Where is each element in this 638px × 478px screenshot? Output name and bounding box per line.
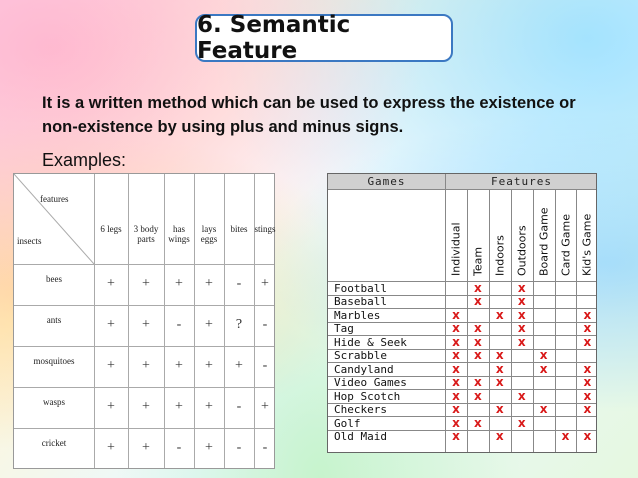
feature-mark: x: [517, 415, 526, 430]
feature-sign: +: [175, 358, 183, 373]
game-label: Scrabble: [334, 349, 387, 362]
feature-column-header: [533, 190, 555, 280]
feature-sign: -: [262, 317, 268, 332]
feature-mark: x: [517, 388, 526, 403]
feature-sign: +: [142, 440, 150, 455]
feature-sign: +: [107, 276, 115, 291]
feature-mark: x: [495, 361, 504, 376]
row-divider: [14, 305, 274, 306]
feature-mark: x: [583, 361, 592, 376]
feature-mark: x: [474, 280, 482, 295]
slide-title: 6. Semantic Feature: [195, 14, 453, 62]
feature-sign: ?: [235, 317, 243, 332]
header-diagonal: [14, 174, 94, 264]
row-divider: [14, 428, 274, 429]
feature-mark: x: [583, 321, 592, 335]
feature-sign: +: [142, 276, 150, 291]
feature-mark: x: [583, 307, 592, 322]
feature-mark: x: [452, 388, 460, 403]
feature-sign: +: [107, 317, 115, 332]
feature-mark: x: [495, 402, 504, 416]
feature-mark: x: [495, 348, 504, 362]
feature-mark: x: [583, 334, 592, 349]
feature-mark: x: [452, 402, 460, 416]
insect-label: bees: [46, 274, 62, 284]
column-header: 3 body parts: [133, 224, 159, 244]
insect-feature-table: [13, 173, 275, 469]
column-header: 6 legs: [100, 224, 122, 234]
feature-sign: +: [142, 399, 150, 414]
insects-corner-label: insects: [17, 236, 42, 246]
feature-mark: x: [517, 294, 526, 308]
feature-mark: x: [452, 334, 460, 349]
feature-label: Card Game: [559, 214, 572, 276]
feature-mark: x: [539, 402, 548, 416]
feature-mark: x: [452, 321, 460, 335]
feature-mark: x: [474, 334, 482, 349]
game-label: Checkers: [334, 403, 387, 416]
feature-sign: +: [107, 440, 115, 455]
feature-sign: -: [236, 440, 242, 455]
game-label: Tag: [334, 322, 354, 335]
feature-mark: x: [583, 388, 592, 403]
column-header: bites: [230, 224, 248, 234]
feature-label: Team: [471, 246, 485, 276]
feature-mark: x: [474, 415, 482, 430]
feature-sign: +: [261, 276, 269, 291]
feature-sign: -: [262, 358, 268, 373]
feature-sign: +: [107, 399, 115, 414]
feature-mark: x: [452, 361, 460, 376]
feature-mark: x: [517, 334, 526, 349]
column-divider: [94, 174, 95, 468]
feature-mark: x: [452, 429, 460, 443]
row-divider: [14, 346, 274, 347]
feature-sign: +: [142, 358, 150, 373]
column-header: stings: [254, 224, 276, 234]
feature-mark: x: [474, 348, 482, 362]
slide-description: It is a written method which can be used to express the existence or non-existence by using plus and minus signs.: [42, 94, 576, 136]
feature-mark: x: [539, 361, 548, 376]
feature-column-header: [467, 190, 489, 280]
games-feature-table: [327, 173, 597, 453]
game-label: Football: [334, 281, 387, 295]
feature-sign: -: [176, 440, 182, 455]
feature-sign: +: [107, 358, 115, 373]
feature-mark: x: [474, 294, 482, 308]
insect-label: ants: [46, 315, 62, 325]
feature-sign: +: [205, 358, 213, 373]
feature-mark: x: [561, 429, 570, 443]
game-label: Hide & Seek: [334, 335, 407, 349]
feature-mark: x: [474, 375, 482, 389]
game-label: Marbles: [334, 308, 381, 322]
insect-label: wasps: [43, 397, 65, 407]
feature-sign: +: [175, 399, 183, 414]
game-label: Candyland: [334, 362, 394, 376]
feature-label: Individual: [449, 222, 463, 276]
feature-column-header: [576, 190, 598, 280]
column-header: lays eggs: [200, 224, 218, 244]
feature-mark: x: [517, 321, 526, 335]
feature-column-header: [555, 190, 577, 280]
game-label: Old Maid: [334, 430, 387, 443]
feature-mark: x: [452, 375, 460, 389]
features-header: Features: [491, 175, 552, 188]
feature-sign: +: [205, 440, 213, 455]
examples-label: Examples:: [42, 150, 127, 170]
game-label: Hop Scotch: [334, 389, 401, 403]
feature-mark: x: [539, 348, 548, 362]
feature-mark: x: [452, 415, 460, 430]
feature-sign: -: [236, 276, 242, 291]
column-divider: [128, 174, 129, 468]
game-label: Golf: [334, 416, 361, 430]
feature-mark: x: [474, 321, 482, 335]
feature-mark: x: [583, 375, 592, 389]
feature-mark: x: [452, 307, 460, 322]
feature-label: Board Game: [537, 207, 551, 276]
games-header: Games: [367, 175, 406, 188]
column-header: has wings: [168, 224, 190, 244]
row-divider: [14, 387, 274, 388]
feature-sign: +: [205, 317, 213, 332]
feature-mark: x: [583, 429, 592, 443]
feature-sign: +: [205, 276, 213, 291]
feature-column-header: [511, 190, 533, 280]
row-divider: [14, 264, 274, 265]
feature-column-header: [489, 190, 511, 280]
feature-label: Outdoors: [515, 225, 529, 276]
feature-sign: +: [205, 399, 213, 414]
feature-sign: +: [175, 276, 183, 291]
features-corner-label: features: [40, 194, 69, 204]
feature-sign: -: [262, 440, 268, 455]
feature-mark: x: [495, 375, 504, 389]
feature-sign: -: [236, 399, 242, 414]
feature-column-header: [445, 190, 467, 280]
feature-label: Indoors: [493, 235, 507, 276]
game-label: Baseball: [334, 295, 387, 308]
feature-mark: x: [517, 307, 526, 322]
insect-label: mosquitoes: [33, 356, 75, 366]
feature-mark: x: [452, 348, 460, 362]
feature-sign: +: [142, 317, 150, 332]
feature-mark: x: [517, 280, 526, 295]
feature-sign: +: [235, 358, 243, 373]
feature-mark: x: [583, 402, 592, 416]
feature-label: Kid's Game: [580, 213, 594, 276]
insect-label: cricket: [41, 438, 67, 448]
feature-mark: x: [474, 388, 482, 403]
feature-sign: +: [261, 399, 269, 414]
feature-mark: x: [495, 307, 504, 322]
feature-mark: x: [495, 429, 504, 443]
feature-sign: -: [176, 317, 182, 332]
game-label: Video Games: [334, 376, 407, 389]
